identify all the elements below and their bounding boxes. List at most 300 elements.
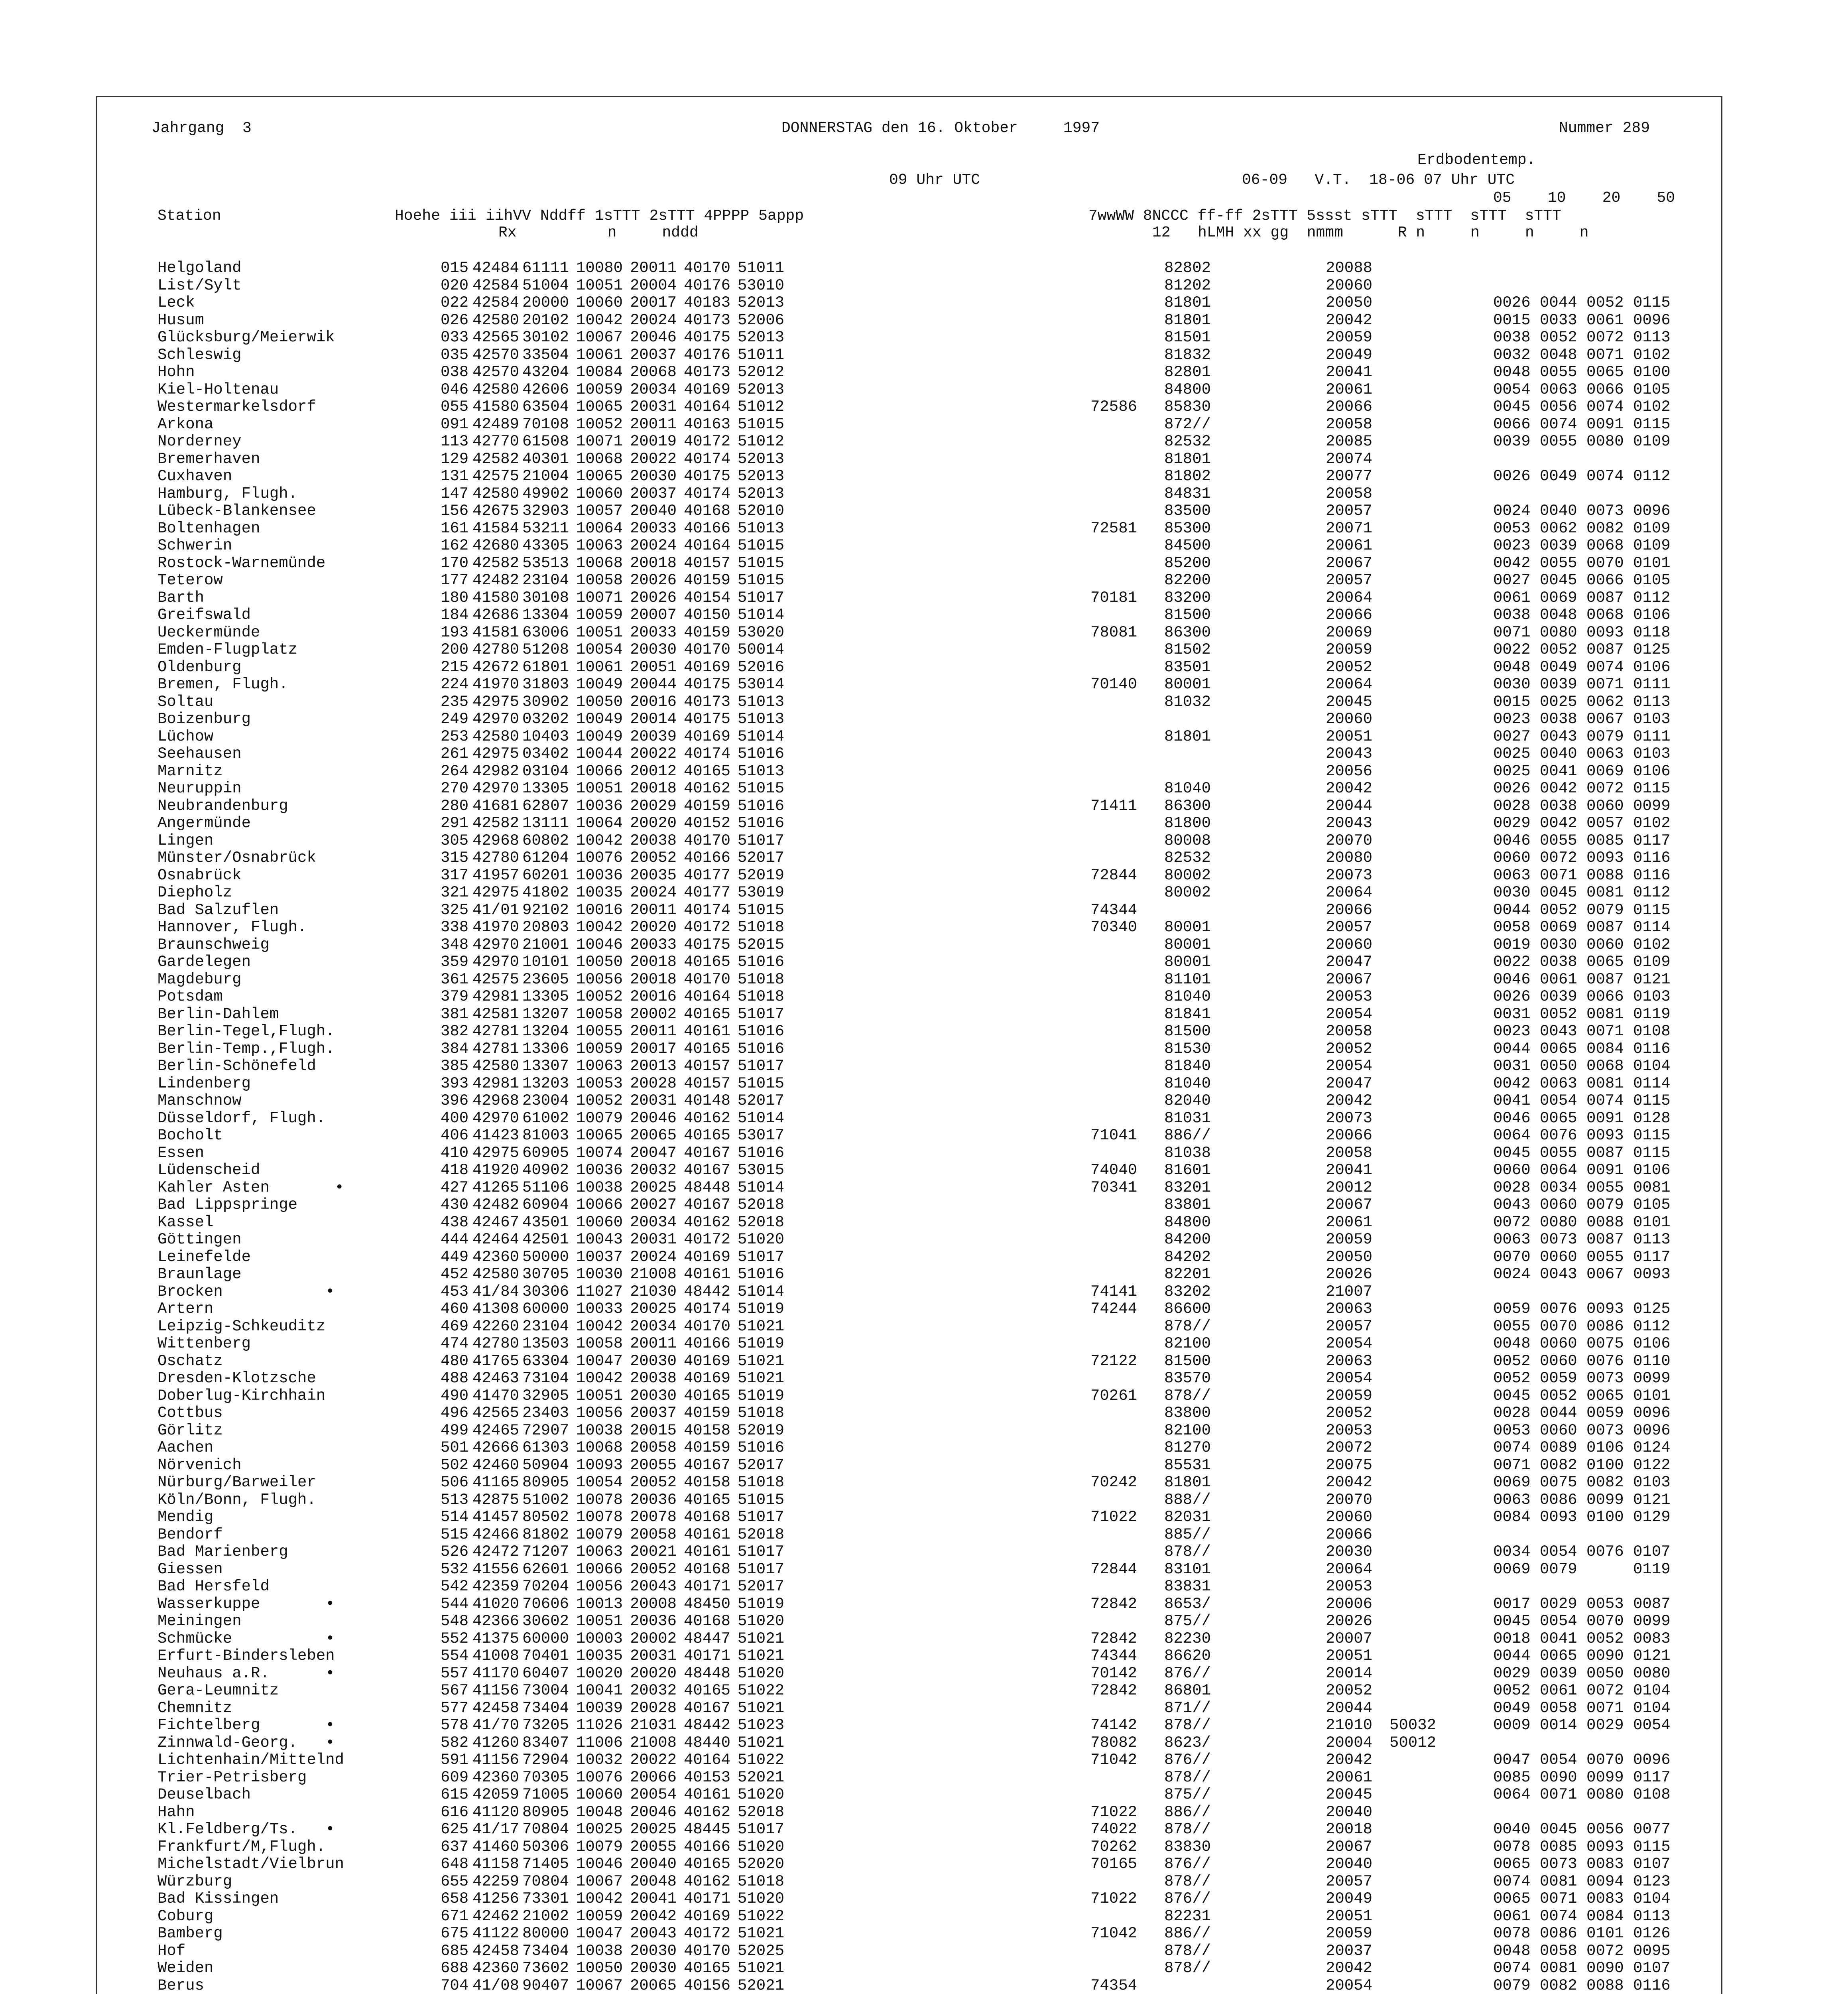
station-name: Leipzig-Schkeuditz — [157, 1317, 326, 1335]
table-cell: 10101 — [522, 953, 569, 971]
table-cell: 42781 — [472, 1040, 520, 1058]
table-cell: 03402 — [522, 745, 569, 763]
table-cell: 177 — [441, 571, 469, 589]
table-cell: 52019 — [738, 1421, 785, 1439]
table-cell: 42575 — [472, 467, 520, 485]
table-cell: 41957 — [472, 866, 520, 884]
station-name: Dresden-Klotzsche — [157, 1369, 316, 1387]
table-cell: 40161 — [684, 1265, 731, 1283]
table-cell: 474 — [441, 1335, 469, 1352]
table-cell: 427 — [441, 1178, 469, 1196]
table-cell: 40172 — [684, 918, 731, 936]
table-cell: 72844 — [1090, 866, 1138, 884]
table-cell: 20047 — [1326, 953, 1373, 971]
table-cell: 70165 — [1090, 1855, 1138, 1873]
table-cell: 63006 — [522, 623, 569, 641]
subheading-line: Rx n nddd — [498, 224, 699, 241]
table-cell: 0064 0076 0093 0115 — [1493, 1127, 1671, 1144]
table-cell: 704 — [441, 1976, 469, 1994]
table-cell: 42482 — [472, 571, 520, 589]
table-cell: 40183 — [684, 294, 731, 311]
table-cell: 40170 — [684, 641, 731, 658]
table-cell: 40162 — [684, 780, 731, 797]
table-cell: 10076 — [576, 1768, 623, 1786]
table-cell: 42464 — [472, 1231, 520, 1248]
table-cell: 10063 — [576, 537, 623, 554]
station-name: Bad Lippspringe — [157, 1196, 298, 1214]
station-name: Aachen — [157, 1439, 214, 1456]
table-cell: 84800 — [1164, 380, 1211, 398]
table-cell: 20043 — [630, 1925, 677, 1942]
station-name: Würzburg — [157, 1872, 232, 1890]
table-cell: 50014 — [738, 641, 785, 658]
table-cell: 20080 — [1326, 849, 1373, 867]
table-cell: 10060 — [576, 1213, 623, 1231]
table-cell: 20025 — [630, 1300, 677, 1318]
table-cell: 0045 0055 0087 0115 — [1493, 1144, 1671, 1162]
table-cell: 40169 — [684, 380, 731, 398]
table-cell: 62601 — [522, 1560, 569, 1578]
table-cell: 42584 — [472, 276, 520, 294]
table-cell: 20040 — [630, 502, 677, 520]
table-cell: 20034 — [630, 1213, 677, 1231]
table-cell: 81040 — [1164, 988, 1211, 1005]
table-cell: 526 — [441, 1543, 469, 1561]
table-cell: 40176 — [684, 276, 731, 294]
table-cell: 0072 0080 0088 0101 — [1493, 1213, 1671, 1231]
table-cell: 52020 — [738, 1855, 785, 1873]
table-cell: 53017 — [738, 1127, 785, 1144]
table-cell: 577 — [441, 1699, 469, 1717]
table-cell: 61508 — [522, 433, 569, 450]
table-cell: 8623/ — [1164, 1734, 1211, 1752]
table-cell: 0017 0029 0053 0087 — [1493, 1595, 1671, 1613]
table-cell: 51020 — [738, 1664, 785, 1682]
table-cell: 637 — [441, 1838, 469, 1856]
table-cell: 444 — [441, 1231, 469, 1248]
table-cell: 42975 — [472, 884, 520, 901]
table-cell: 180 — [441, 589, 469, 607]
table-cell: 20049 — [1326, 346, 1373, 364]
table-cell: 42359 — [472, 1578, 520, 1595]
table-cell: 20027 — [630, 1196, 677, 1214]
table-cell: 20057 — [1326, 1317, 1373, 1335]
table-cell: 40168 — [684, 502, 731, 520]
table-cell: 0079 0082 0088 0116 — [1493, 1976, 1671, 1994]
table-cell: 20066 — [1326, 901, 1373, 919]
table-cell: 20070 — [1326, 1491, 1373, 1509]
table-cell: 20012 — [1326, 1178, 1373, 1196]
station-name: Lübeck-Blankensee — [157, 502, 316, 520]
table-cell: 40169 — [684, 1248, 731, 1266]
table-cell: 40167 — [684, 1699, 731, 1717]
table-cell: 10057 — [576, 502, 623, 520]
table-cell: 42360 — [472, 1959, 520, 1977]
table-cell: 51022 — [738, 1907, 785, 1925]
table-cell: 51020 — [738, 1612, 785, 1630]
table-cell: 615 — [441, 1786, 469, 1803]
table-cell: 13111 — [522, 814, 569, 832]
station-name: Schmücke • — [157, 1629, 335, 1647]
table-cell: 20036 — [630, 1491, 677, 1509]
table-cell: 0031 0052 0081 0119 — [1493, 1005, 1671, 1023]
table-cell: 20011 — [630, 415, 677, 433]
table-cell: 40165 — [684, 1491, 731, 1509]
table-cell: 20037 — [630, 1404, 677, 1422]
table-cell: 20022 — [630, 450, 677, 468]
table-cell: 10049 — [576, 676, 623, 693]
table-cell: 51017 — [738, 1057, 785, 1075]
station-name: Kahler Asten • — [157, 1178, 344, 1196]
table-cell: 0022 0038 0065 0109 — [1493, 953, 1671, 971]
table-cell: 42580 — [472, 485, 520, 502]
table-cell: 51014 — [738, 727, 785, 745]
table-cell: 42580 — [472, 1265, 520, 1283]
table-cell: 10067 — [576, 329, 623, 346]
table-cell: 10050 — [576, 953, 623, 971]
table-cell: 20018 — [630, 953, 677, 971]
table-cell: 40174 — [684, 901, 731, 919]
station-name: Bad Kissingen — [157, 1890, 279, 1907]
table-cell: 83500 — [1164, 502, 1211, 520]
table-cell: 51016 — [738, 953, 785, 971]
table-cell: 40168 — [684, 1612, 731, 1630]
table-cell: 73301 — [522, 1890, 569, 1907]
table-cell: 40158 — [684, 1474, 731, 1491]
table-cell: 70262 — [1090, 1838, 1138, 1856]
table-cell: 82802 — [1164, 259, 1211, 277]
table-cell: 41460 — [472, 1838, 520, 1856]
table-cell: 10071 — [576, 433, 623, 450]
table-cell: 74344 — [1090, 901, 1138, 919]
table-cell: 23403 — [522, 1404, 569, 1422]
page-header — [136, 120, 1691, 140]
table-cell: 0074 0081 0094 0123 — [1493, 1872, 1671, 1890]
table-cell: 41170 — [472, 1664, 520, 1682]
table-cell: 20046 — [630, 1803, 677, 1821]
table-cell: 10020 — [576, 1664, 623, 1682]
table-cell: 20026 — [1326, 1612, 1373, 1630]
issue-number: Nummer 289 — [1559, 120, 1650, 137]
table-cell: 41008 — [472, 1647, 520, 1665]
table-cell: 82231 — [1164, 1907, 1211, 1925]
table-cell: 40159 — [684, 571, 731, 589]
time-heading-09utc: 09 Uhr UTC — [889, 171, 980, 189]
table-cell: 11027 — [576, 1283, 623, 1300]
table-cell: 51022 — [738, 1682, 785, 1699]
table-cell: 73104 — [522, 1369, 569, 1387]
station-name: Oldenburg — [157, 658, 242, 676]
table-cell: 224 — [441, 676, 469, 693]
table-cell: 876// — [1164, 1855, 1211, 1873]
table-cell: 40169 — [684, 727, 731, 745]
table-cell: 81801 — [1164, 311, 1211, 329]
table-cell: 20019 — [630, 433, 677, 450]
table-cell: 10058 — [576, 1335, 623, 1352]
station-name: Zinnwald-Georg. • — [157, 1734, 335, 1752]
table-cell: 42489 — [472, 415, 520, 433]
table-cell: 42680 — [472, 537, 520, 554]
table-cell: 13203 — [522, 1074, 569, 1092]
table-cell: 20054 — [1326, 1369, 1373, 1387]
station-name: Emden-Flugplatz — [157, 641, 298, 658]
station-name: Gera-Leumnitz — [157, 1682, 279, 1699]
table-cell: 315 — [441, 849, 469, 867]
table-cell: 80502 — [522, 1508, 569, 1526]
table-cell: 113 — [441, 433, 469, 450]
table-cell: 51011 — [738, 346, 785, 364]
table-cell: 0074 0089 0106 0124 — [1493, 1439, 1671, 1456]
table-cell: 51018 — [738, 1474, 785, 1491]
table-cell: 51015 — [738, 1074, 785, 1092]
table-cell: 90407 — [522, 1976, 569, 1994]
table-cell: 0028 0034 0055 0081 — [1493, 1178, 1671, 1196]
table-cell: 42582 — [472, 814, 520, 832]
table-cell: 10039 — [576, 1699, 623, 1717]
table-cell: 10051 — [576, 276, 623, 294]
table-cell: 74022 — [1090, 1821, 1138, 1838]
table-cell: 51106 — [522, 1178, 569, 1196]
table-cell: 21010 — [1326, 1716, 1373, 1734]
table-cell: 81802 — [522, 1525, 569, 1543]
table-cell: 52013 — [738, 485, 785, 502]
table-cell: 40170 — [684, 970, 731, 988]
table-cell: 40172 — [684, 433, 731, 450]
table-cell: 74142 — [1090, 1716, 1138, 1734]
table-cell: 10042 — [576, 311, 623, 329]
table-cell: 52013 — [738, 329, 785, 346]
table-cell: 40167 — [684, 1144, 731, 1162]
table-cell: 591 — [441, 1751, 469, 1769]
table-cell: 20047 — [630, 1144, 677, 1162]
table-cell: 0044 0065 0084 0116 — [1493, 1040, 1671, 1058]
table-cell: 280 — [441, 797, 469, 815]
table-cell: 055 — [441, 398, 469, 416]
table-cell: 48448 — [684, 1664, 731, 1682]
table-cell: 0026 0049 0074 0112 — [1493, 467, 1671, 485]
table-cell: 0034 0054 0076 0107 — [1493, 1543, 1671, 1561]
table-cell: 20033 — [630, 519, 677, 537]
table-cell: 71005 — [522, 1786, 569, 1803]
table-cell: 42501 — [522, 1231, 569, 1248]
table-cell: 78081 — [1090, 623, 1138, 641]
table-cell: 270 — [441, 780, 469, 797]
table-cell: 13305 — [522, 780, 569, 797]
table-cell: 40165 — [684, 1959, 731, 1977]
table-cell: 0018 0041 0052 0083 — [1493, 1629, 1671, 1647]
table-cell: 40157 — [684, 554, 731, 572]
table-cell: 52025 — [738, 1942, 785, 1960]
table-cell: 10054 — [576, 1474, 623, 1491]
station-name: Kassel — [157, 1213, 214, 1231]
table-cell: 20066 — [1326, 1127, 1373, 1144]
table-cell: 20041 — [630, 1890, 677, 1907]
table-cell: 20042 — [1326, 1092, 1373, 1109]
station-name: Schleswig — [157, 346, 242, 364]
table-cell: 71411 — [1090, 797, 1138, 815]
table-cell: 40164 — [684, 988, 731, 1005]
table-cell: 20016 — [630, 693, 677, 711]
table-cell: 52012 — [738, 363, 785, 381]
table-cell: 40171 — [684, 1647, 731, 1665]
table-cell: 20054 — [1326, 1057, 1373, 1075]
table-cell: 42975 — [472, 745, 520, 763]
station-name: Nürburg/Barweiler — [157, 1474, 316, 1491]
table-cell: 52021 — [738, 1976, 785, 1994]
table-cell: 10049 — [576, 727, 623, 745]
station-name: Glücksburg/Meierwik — [157, 329, 335, 346]
station-heading: Station — [157, 207, 221, 225]
table-cell: 876// — [1164, 1890, 1211, 1907]
table-cell: 10078 — [576, 1508, 623, 1526]
table-cell: 0053 0060 0073 0096 — [1493, 1421, 1671, 1439]
table-cell: 20002 — [630, 1629, 677, 1647]
table-cell: 40171 — [684, 1578, 731, 1595]
table-cell: 50000 — [522, 1248, 569, 1266]
table-cell: 82040 — [1164, 1092, 1211, 1109]
table-cell: 40165 — [684, 1040, 731, 1058]
table-cell: 80905 — [522, 1803, 569, 1821]
table-cell: 42970 — [472, 1109, 520, 1127]
table-cell: 42580 — [472, 311, 520, 329]
station-name: Weiden — [157, 1959, 214, 1977]
table-cell: 92102 — [522, 901, 569, 919]
table-cell: 40166 — [684, 1335, 731, 1352]
table-cell: 235 — [441, 693, 469, 711]
table-cell: 20058 — [1326, 1023, 1373, 1040]
station-name: Bamberg — [157, 1925, 223, 1942]
table-cell: 0078 0086 0101 0126 — [1493, 1925, 1671, 1942]
table-cell: 0026 0044 0052 0115 — [1493, 294, 1671, 311]
table-cell: 42458 — [472, 1699, 520, 1717]
table-cell: 80001 — [1164, 936, 1211, 954]
table-cell: 41375 — [472, 1629, 520, 1647]
table-cell: 20066 — [1326, 606, 1373, 624]
table-cell: 0046 0061 0087 0121 — [1493, 970, 1671, 988]
table-cell: 40167 — [684, 1161, 731, 1179]
station-name: Lüchow — [157, 727, 214, 745]
table-cell: 20016 — [630, 988, 677, 1005]
station-name: Frankfurt/M,Flugh. — [157, 1838, 326, 1856]
table-cell: 51018 — [738, 1404, 785, 1422]
table-cell: 249 — [441, 710, 469, 728]
table-cell: 20035 — [630, 866, 677, 884]
table-cell: 878// — [1164, 1317, 1211, 1335]
table-cell: 20060 — [1326, 1508, 1373, 1526]
table-cell: 20051 — [1326, 1647, 1373, 1665]
table-cell: 61801 — [522, 658, 569, 676]
table-cell: 10067 — [576, 1976, 623, 1994]
table-cell: 20067 — [1326, 554, 1373, 572]
table-cell: 83407 — [522, 1734, 569, 1752]
table-cell: 396 — [441, 1092, 469, 1109]
table-cell: 0084 0093 0100 0129 — [1493, 1508, 1671, 1526]
table-cell: 40170 — [684, 831, 731, 849]
table-cell: 20036 — [630, 1612, 677, 1630]
table-cell: 10047 — [576, 1925, 623, 1942]
table-cell: 878// — [1164, 1768, 1211, 1786]
table-cell: 48442 — [684, 1716, 731, 1734]
table-cell: 20028 — [630, 1074, 677, 1092]
table-cell: 41581 — [472, 623, 520, 641]
table-cell: 10051 — [576, 1612, 623, 1630]
table-cell: 582 — [441, 1734, 469, 1752]
station-name: Lingen — [157, 831, 214, 849]
table-cell: 20018 — [630, 970, 677, 988]
table-cell: 20020 — [630, 1664, 677, 1682]
table-cell: 51021 — [738, 1369, 785, 1387]
table-cell: 20057 — [1326, 1872, 1373, 1890]
table-cell: 10071 — [576, 589, 623, 607]
table-cell: 81801 — [1164, 727, 1211, 745]
station-name: Hof — [157, 1942, 186, 1960]
table-cell: 40164 — [684, 398, 731, 416]
table-cell: 10046 — [576, 936, 623, 954]
table-cell: 83570 — [1164, 1369, 1211, 1387]
table-cell: 51017 — [738, 1560, 785, 1578]
table-cell: 42780 — [472, 1335, 520, 1352]
table-cell: 20030 — [630, 1959, 677, 1977]
table-cell: 52015 — [738, 936, 785, 954]
table-cell: 20004 — [1326, 1734, 1373, 1752]
table-cell: 80002 — [1164, 884, 1211, 901]
table-cell: 0063 0086 0099 0121 — [1493, 1491, 1671, 1509]
table-cell: 42482 — [472, 1196, 520, 1214]
table-cell: 20032 — [630, 1682, 677, 1699]
table-cell: 10016 — [576, 901, 623, 919]
table-cell: 658 — [441, 1890, 469, 1907]
table-cell: 20078 — [630, 1508, 677, 1526]
table-cell: 10060 — [576, 294, 623, 311]
table-cell: 52016 — [738, 658, 785, 676]
table-cell: 30102 — [522, 329, 569, 346]
table-cell: 41765 — [472, 1352, 520, 1370]
table-cell: 430 — [441, 1196, 469, 1214]
table-cell: 82230 — [1164, 1629, 1211, 1647]
table-cell: 70804 — [522, 1872, 569, 1890]
table-cell: 51014 — [738, 1178, 785, 1196]
table-cell: 147 — [441, 485, 469, 502]
table-cell: 20063 — [1326, 1300, 1373, 1318]
table-cell: 0022 0052 0087 0125 — [1493, 641, 1671, 658]
table-cell: 73205 — [522, 1716, 569, 1734]
table-cell: 31803 — [522, 676, 569, 693]
table-cell: 10060 — [576, 1786, 623, 1803]
table-cell: 20072 — [1326, 1439, 1373, 1456]
table-cell: 63304 — [522, 1352, 569, 1370]
table-cell: 20007 — [630, 606, 677, 624]
soil-temp-heading: Erdbodentemp. — [1417, 152, 1536, 169]
table-cell: 0038 0048 0068 0106 — [1493, 606, 1671, 624]
date-label: DONNERSTAG den 16. Oktober 1997 — [781, 120, 1100, 137]
table-cell: 10050 — [576, 1959, 623, 1977]
table-cell: 41/84 — [472, 1283, 520, 1300]
table-cell: 20061 — [1326, 1768, 1373, 1786]
table-cell: 40168 — [684, 1508, 731, 1526]
table-cell: 0044 0065 0090 0121 — [1493, 1647, 1671, 1665]
table-cell: 20059 — [1326, 1231, 1373, 1248]
table-cell: 0048 0049 0074 0106 — [1493, 658, 1671, 676]
table-cell: 70401 — [522, 1647, 569, 1665]
table-cell: 20017 — [630, 1040, 677, 1058]
table-cell: 20025 — [630, 1821, 677, 1838]
table-cell: 026 — [441, 311, 469, 329]
table-cell: 42981 — [472, 988, 520, 1005]
station-name: Hamburg, Flugh. — [157, 485, 298, 502]
table-cell: 0063 0071 0088 0116 — [1493, 866, 1671, 884]
table-cell: 10035 — [576, 884, 623, 901]
table-cell: 20046 — [630, 1109, 677, 1127]
